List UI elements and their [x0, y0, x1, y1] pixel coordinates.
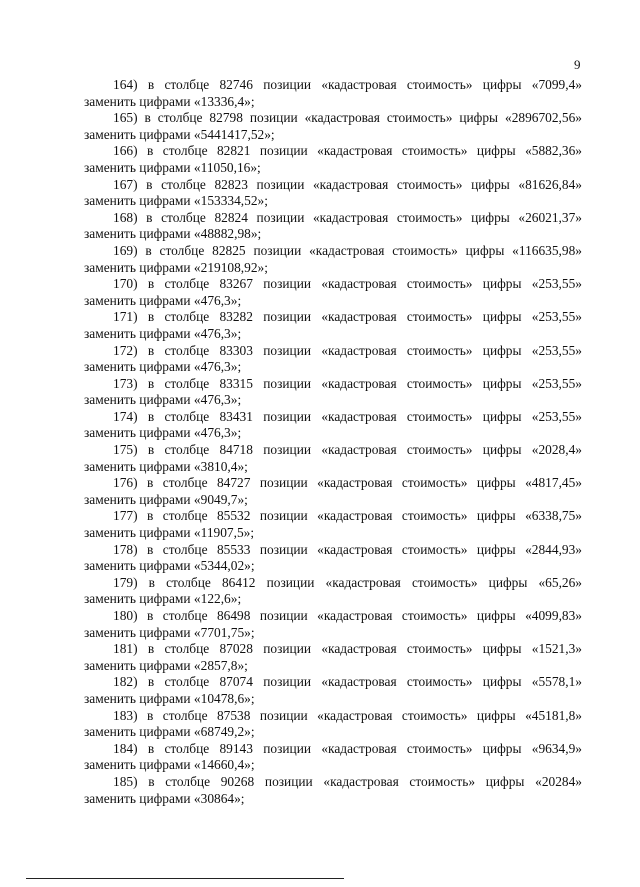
- amendment-clause: 171) в столбце 83282 позиции «кадастровая стоимость» цифры «253,55»: [113, 309, 582, 325]
- amendment-replacement: заменить цифрами «11050,16»;: [84, 159, 261, 175]
- amendment-clause: 183) в столбце 87538 позиции «кадастровая стоимость» цифры «45181,8»: [113, 707, 582, 723]
- list-item: [84, 343, 582, 376]
- amendment-clause: 177) в столбце 85532 позиции «кадастровая стоимость» цифры «6338,75»: [113, 508, 582, 524]
- amendment-replacement: заменить цифрами «68749,2»;: [84, 724, 255, 740]
- amendment-replacement: заменить цифрами «122,6»;: [84, 591, 242, 607]
- amendment-clause: 167) в столбце 82823 позиции «кадастровая стоимость» цифры «81626,84»: [113, 176, 582, 192]
- list-item: [84, 774, 582, 807]
- list-item: [84, 508, 582, 541]
- amendment-replacement: заменить цифрами «2857,8»;: [84, 657, 248, 673]
- amendment-clause: 164) в столбце 82746 позиции «кадастровая стоимость» цифры «7099,4»: [113, 77, 582, 92]
- amendment-clause: 185) в столбце 90268 позиции «кадастровая стоимость» цифры «20284»: [113, 773, 582, 789]
- amendment-clause: 174) в столбце 83431 позиции «кадастровая стоимость» цифры «253,55»: [113, 408, 582, 424]
- list-item: [84, 276, 582, 309]
- amendment-clause: 170) в столбце 83267 позиции «кадастровая стоимость» цифры «253,55»: [113, 276, 582, 292]
- amendment-replacement: заменить цифрами «10478,6»;: [84, 690, 255, 706]
- list-item: [84, 442, 582, 475]
- amendment-clause: 179) в столбце 86412 позиции «кадастровая стоимость» цифры «65,26»: [113, 574, 582, 590]
- amendment-clause: 181) в столбце 87028 позиции «кадастровая стоимость» цифры «1521,3»: [113, 641, 582, 657]
- amendment-replacement: заменить цифрами «476,3»;: [84, 392, 242, 408]
- list-item: [84, 575, 582, 608]
- amendment-clause: 180) в столбце 86498 позиции «кадастровая стоимость» цифры «4099,83»: [113, 608, 582, 623]
- amendment-replacement: заменить цифрами «9049,7»;: [84, 491, 248, 507]
- list-item: [84, 77, 582, 110]
- amendments-list: [84, 77, 582, 807]
- amendment-replacement: заменить цифрами «13336,4»;: [84, 93, 255, 109]
- list-item: [84, 409, 582, 442]
- amendment-clause: 178) в столбце 85533 позиции «кадастровая стоимость» цифры «2844,93»: [113, 541, 582, 557]
- amendment-replacement: заменить цифрами «5441417,52»;: [84, 126, 275, 142]
- list-item: [84, 608, 582, 641]
- amendment-replacement: заменить цифрами «153334,52»;: [84, 193, 268, 209]
- list-item: [84, 110, 582, 143]
- amendment-clause: 175) в столбце 84718 позиции «кадастровая стоимость» цифры «2028,4»: [113, 442, 582, 458]
- page-number: 9: [574, 57, 581, 72]
- amendment-replacement: заменить цифрами «476,3»;: [84, 425, 242, 441]
- list-item: [84, 210, 582, 243]
- amendment-replacement: заменить цифрами «476,3»;: [84, 325, 242, 341]
- amendment-replacement: заменить цифрами «219108,92»;: [84, 259, 268, 275]
- amendment-clause: 172) в столбце 83303 позиции «кадастровая стоимость» цифры «253,55»: [113, 342, 582, 358]
- amendment-clause: 166) в столбце 82821 позиции «кадастровая стоимость» цифры «5882,36»: [113, 143, 582, 159]
- list-item: [84, 376, 582, 409]
- amendment-replacement: заменить цифрами «476,3»;: [84, 292, 242, 308]
- list-item: [84, 674, 582, 707]
- list-item: [84, 475, 582, 508]
- amendment-replacement: заменить цифрами «48882,98»;: [84, 226, 262, 242]
- amendment-replacement: заменить цифрами «14660,4»;: [84, 757, 255, 773]
- list-item: [84, 143, 582, 176]
- list-item: [84, 641, 582, 674]
- amendment-clause: 168) в столбце 82824 позиции «кадастровая стоимость» цифры «26021,37»: [113, 209, 582, 225]
- amendment-replacement: заменить цифрами «30864»;: [84, 790, 245, 806]
- list-item: [84, 243, 582, 276]
- amendment-replacement: заменить цифрами «11907,5»;: [84, 525, 255, 541]
- amendment-clause: 169) в столбце 82825 позиции «кадастровая стоимость» цифры «116635,98»: [113, 242, 582, 258]
- list-item: [84, 741, 582, 774]
- amendment-replacement: заменить цифрами «3810,4»;: [84, 458, 248, 474]
- amendment-clause: 182) в столбце 87074 позиции «кадастровая стоимость» цифры «5578,1»: [113, 674, 582, 690]
- amendment-replacement: заменить цифрами «476,3»;: [84, 359, 242, 375]
- footer-rule: [26, 878, 344, 879]
- amendment-replacement: заменить цифрами «7701,75»;: [84, 624, 255, 640]
- list-item: [84, 177, 582, 210]
- amendment-clause: 176) в столбце 84727 позиции «кадастровая стоимость» цифры «4817,45»: [113, 475, 582, 491]
- amendment-replacement: заменить цифрами «5344,02»;: [84, 558, 255, 574]
- amendment-clause: 165) в столбце 82798 позиции «кадастровая стоимость» цифры «2896702,56»: [113, 110, 582, 126]
- list-item: [84, 309, 582, 342]
- list-item: [84, 542, 582, 575]
- amendment-clause: 184) в столбце 89143 позиции «кадастровая стоимость» цифры «9634,9»: [113, 740, 582, 756]
- list-item: [84, 708, 582, 741]
- amendment-clause: 173) в столбце 83315 позиции «кадастровая стоимость» цифры «253,55»: [113, 375, 582, 391]
